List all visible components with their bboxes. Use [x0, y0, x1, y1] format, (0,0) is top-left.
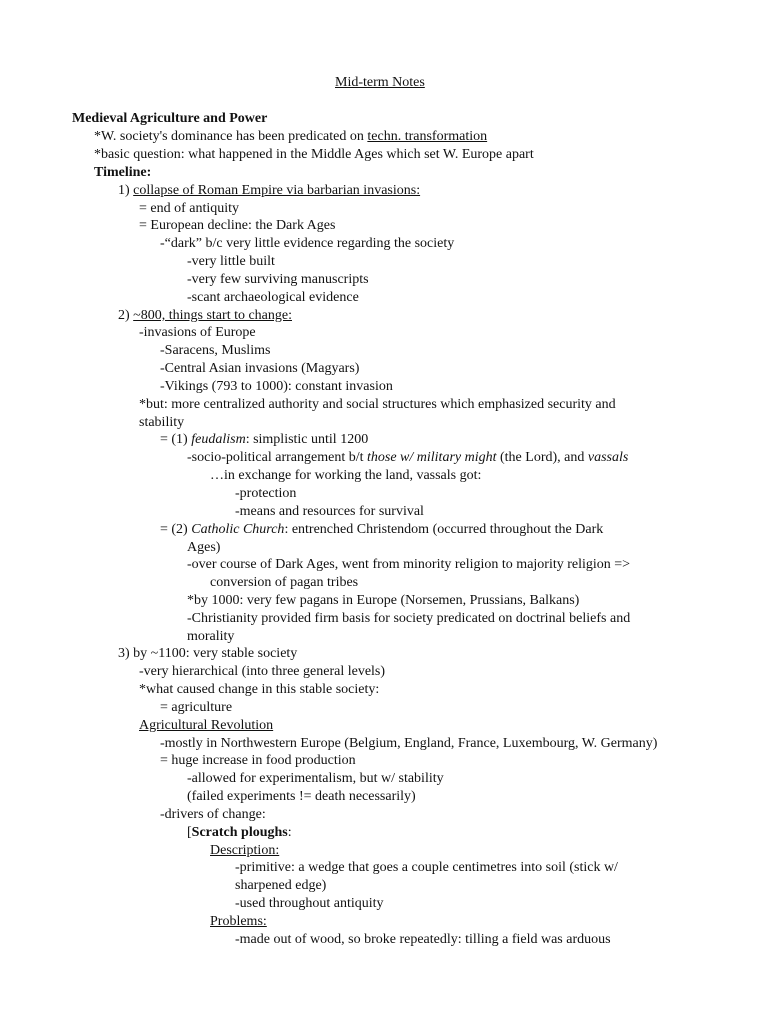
note-text-italic: those w/ military might — [367, 450, 497, 465]
note-line: -over course of Dark Ages, went from minority religion to majority religion => — [187, 557, 631, 572]
note-line: …in exchange for working the land, vassals got: — [210, 468, 482, 483]
note-text: 1) — [118, 183, 134, 198]
note-text: : entrenched Christendom (occurred throughout the Dark — [284, 522, 604, 537]
note-line: stability — [139, 415, 185, 430]
note-line: (failed experiments != death necessarily) — [187, 789, 416, 804]
timeline-heading: Timeline: — [94, 165, 152, 180]
note-text: : — [287, 825, 292, 840]
note-line: conversion of pagan tribes — [210, 575, 359, 590]
note-line: -drivers of change: — [160, 807, 266, 822]
note-line: = huge increase in food production — [160, 753, 356, 768]
note-line: = end of antiquity — [139, 201, 240, 216]
note-text: = (2) — [160, 522, 192, 537]
note-line: -invasions of Europe — [139, 325, 256, 340]
note-line: -very little built — [187, 254, 275, 269]
note-text: (the Lord), and — [496, 450, 588, 465]
note-line — [160, 521, 603, 539]
note-line: = agriculture — [160, 700, 233, 715]
note-text-italic: feudalism — [191, 432, 246, 447]
note-text-underlined: collapse of Roman Empire via barbarian invasions: — [133, 183, 421, 198]
note-text: : simplistic until 1200 — [245, 432, 369, 447]
note-text-bold: Scratch ploughs — [191, 825, 288, 840]
note-line: -used throughout antiquity — [235, 896, 384, 911]
note-text: *W. society's dominance has been predicated on — [94, 129, 368, 144]
note-line — [187, 449, 628, 467]
note-line: -Vikings (793 to 1000): constant invasion — [160, 379, 393, 394]
note-text-underlined: techn. transformation — [367, 129, 488, 144]
note-line: -mostly in Northwestern Europe (Belgium, England, France, Luxembourg, W. Germany) — [160, 736, 658, 751]
note-text: -socio-political arrangement b/t — [187, 450, 367, 465]
note-line: *what caused change in this stable society: — [139, 682, 380, 697]
note-line: -very few surviving manuscripts — [187, 272, 369, 287]
note-text: 2) — [118, 308, 134, 323]
note-line: -Central Asian invasions (Magyars) — [160, 361, 360, 376]
note-line: -made out of wood, so broke repeatedly: tilling a field was arduous — [235, 932, 611, 947]
section-heading: Medieval Agriculture and Power — [72, 111, 268, 126]
subsection-heading: Agricultural Revolution — [139, 718, 274, 733]
note-line: *basic question: what happened in the Middle Ages which set W. Europe apart — [94, 147, 534, 162]
note-line: -means and resources for survival — [235, 504, 424, 519]
note-line: = European decline: the Dark Ages — [139, 218, 336, 233]
subsection-label: Problems: — [210, 914, 267, 929]
note-line: -allowed for experimentalism, but w/ stability — [187, 771, 444, 786]
note-line: -protection — [235, 486, 297, 501]
note-line: morality — [187, 629, 235, 644]
note-line: -scant archaeological evidence — [187, 290, 359, 305]
note-line — [187, 824, 292, 842]
note-text: [ — [187, 825, 192, 840]
note-line: -Saracens, Muslims — [160, 343, 271, 358]
note-line: -Christianity provided firm basis for society predicated on doctrinal beliefs and — [187, 611, 631, 626]
note-line: -primitive: a wedge that goes a couple centimetres into soil (stick w/ — [235, 860, 618, 875]
note-text-italic: Catholic Church — [191, 522, 285, 537]
note-line — [118, 182, 420, 200]
note-line: sharpened edge) — [235, 878, 327, 893]
note-line — [118, 307, 292, 325]
note-line: *by 1000: very few pagans in Europe (Norsemen, Prussians, Balkans) — [187, 593, 580, 608]
note-line — [94, 128, 487, 146]
note-text-underlined: ~800, things start to change: — [133, 308, 292, 323]
note-text: = (1) — [160, 432, 192, 447]
note-line: Ages) — [187, 540, 221, 555]
note-line: 3) by ~1100: very stable society — [118, 646, 298, 661]
note-line: -very hierarchical (into three general levels) — [139, 664, 386, 679]
note-line — [160, 431, 368, 449]
note-line: *but: more centralized authority and social structures which emphasized security and — [139, 397, 616, 412]
document-title: Mid-term Notes — [335, 75, 425, 90]
subsection-label: Description: — [210, 843, 280, 858]
note-line: -“dark” b/c very little evidence regarding the society — [160, 236, 455, 251]
note-text-italic: vassals — [587, 450, 629, 465]
